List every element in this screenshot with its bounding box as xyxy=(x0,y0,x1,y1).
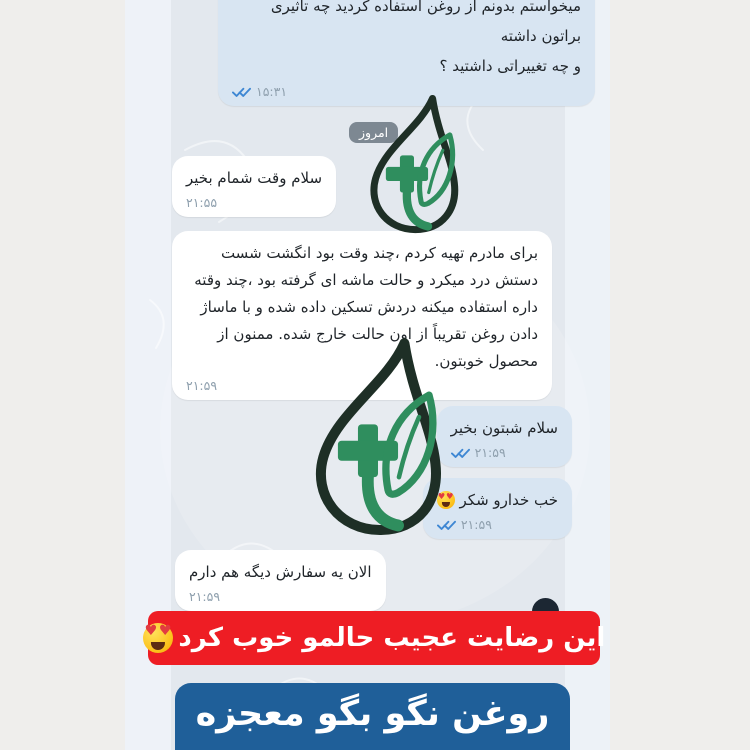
message-meta xyxy=(189,589,220,604)
read-receipt-double-check-icon xyxy=(232,86,251,98)
message-time: ۱۵:۳۱ xyxy=(256,84,288,99)
red-caption-text: این رضایت عجیب حالمو خوب کرد xyxy=(178,623,606,653)
red-caption-banner xyxy=(148,611,606,665)
message-text: سلام شبتون بخیر xyxy=(450,419,558,437)
message-text: سلام وقت شمام بخیر xyxy=(186,169,323,187)
message-line: و چه تغییراتی داشتید ؟ xyxy=(439,57,581,75)
message-bubble-new-order[interactable] xyxy=(175,550,386,611)
message-text xyxy=(232,0,581,81)
message-text-span: خب خدارو شکر xyxy=(459,491,558,509)
message-time: ۲۱:۵۹ xyxy=(474,445,506,460)
message-text: الان یه سفارش دیگه هم دارم xyxy=(189,563,372,581)
message-meta xyxy=(232,84,287,99)
message-text: برای مادرم تهیه کردم ،چند وقت بود انگشت شست دستش درد میکرد و حالت ماشه ای گرفته بود ،چند وقته داره استفاده میکنه دردش تسکین داده شده و با ماساژ دادن روغن تقریباً از اون حالت خارج شده. ممنون از محصول خوبتون. xyxy=(194,244,538,370)
message-bubble-greeting[interactable] xyxy=(172,156,336,217)
message-time: ۲۱:۵۹ xyxy=(186,378,218,393)
message-meta xyxy=(186,195,217,210)
blue-caption-banner xyxy=(175,683,570,750)
message-line: میخواستم بدونم از روغن استفاده کردید چه تاثیری براتون داشته xyxy=(270,0,581,45)
message-time: ۲۱:۵۵ xyxy=(186,195,218,210)
date-chip[interactable]: امروز xyxy=(349,122,398,143)
pharmacy-drop-logo-watermark xyxy=(296,332,460,544)
pharmacy-drop-logo-watermark xyxy=(352,94,476,236)
heart-eyes-emoji xyxy=(143,623,174,654)
message-bubble-question[interactable] xyxy=(218,0,595,106)
blue-caption-text: روغن نگو بگو معجزه xyxy=(195,694,550,734)
message-meta xyxy=(186,378,217,393)
message-time: ۲۱:۵۹ xyxy=(460,517,492,532)
message-time: ۲۱:۵۹ xyxy=(189,589,221,604)
